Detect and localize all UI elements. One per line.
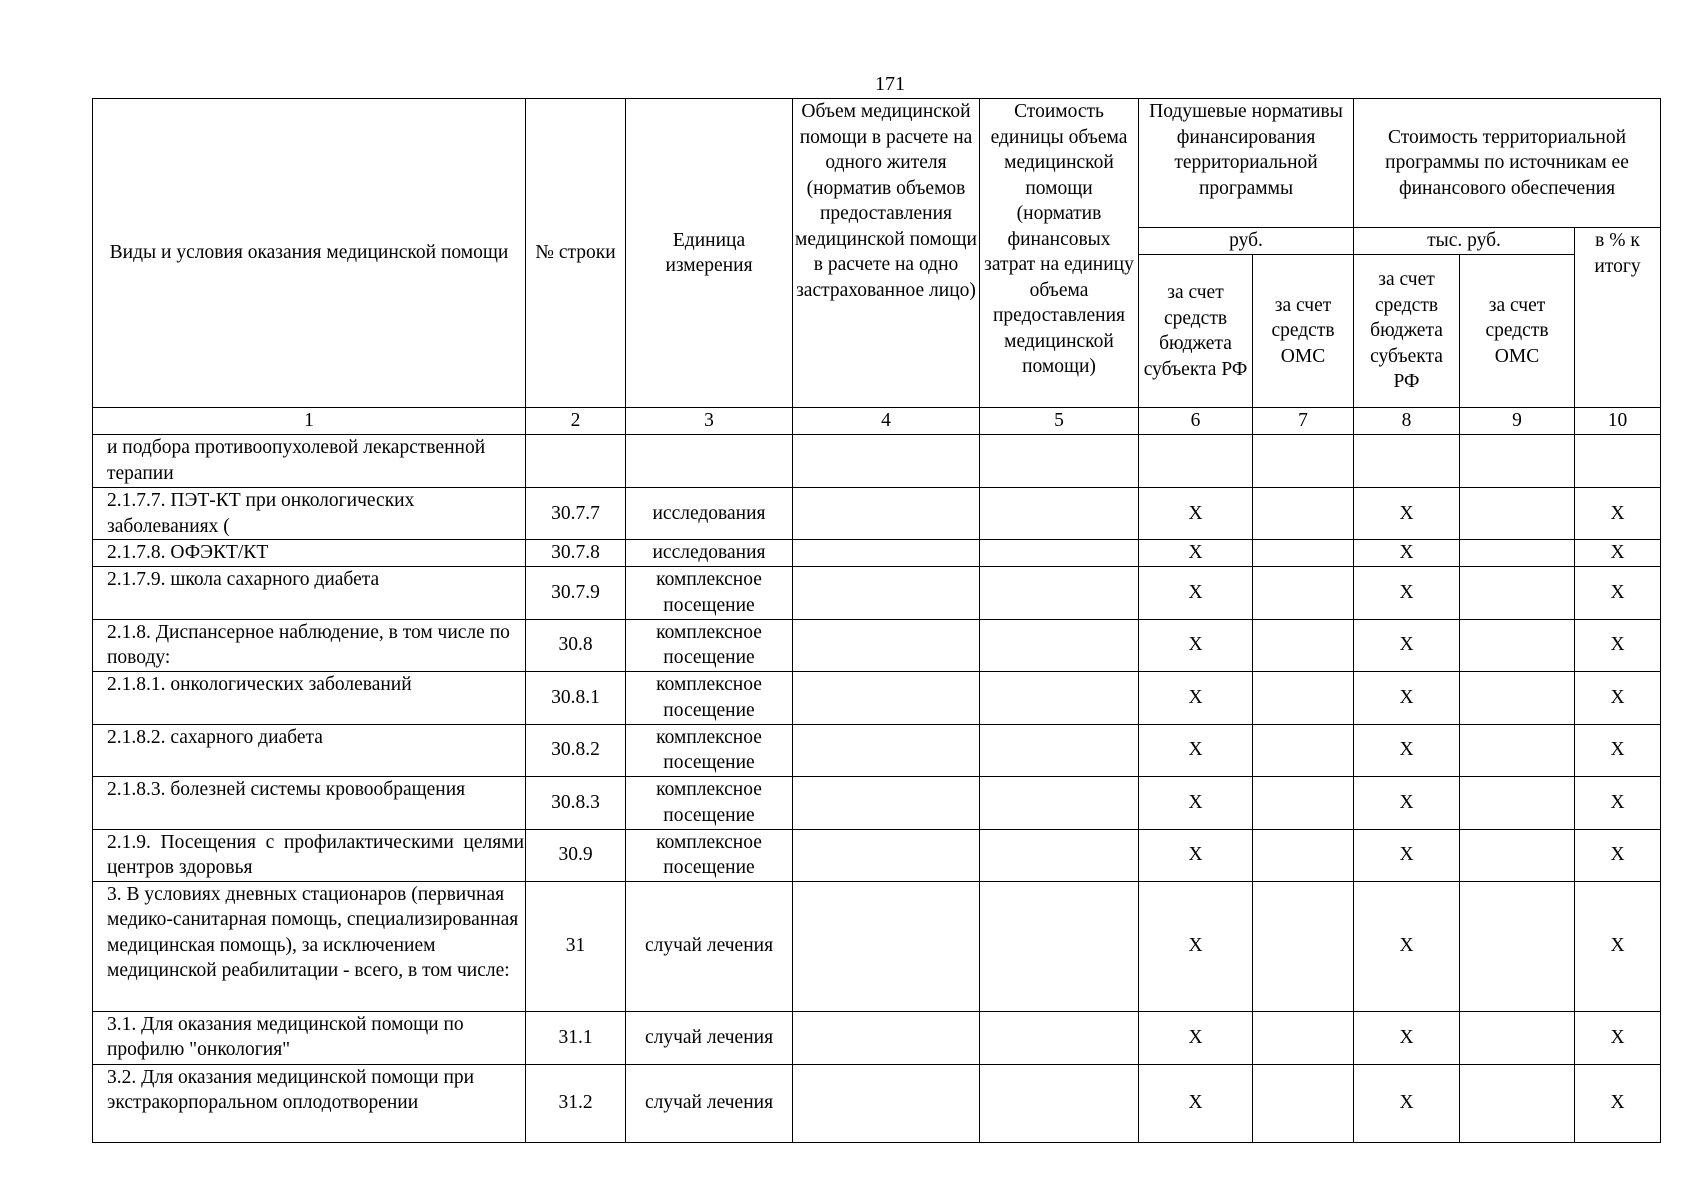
row-unit <box>626 435 793 488</box>
row-budget-rub: X <box>1139 829 1253 881</box>
page-number: 171 <box>875 73 905 95</box>
header-budget-rub: за счет средств бюджета субъекта РФ <box>1139 255 1253 408</box>
header-unit-rub: руб. <box>1139 228 1354 255</box>
row-service-name: 2.1.8. Диспансерное наблюдение, в том числе по поводу: <box>93 619 526 671</box>
row-oms-thous <box>1460 540 1575 567</box>
table-row <box>93 671 1661 724</box>
row-oms-rub <box>1253 724 1354 776</box>
row-oms-thous <box>1460 776 1575 829</box>
row-unit: комплексное посещение <box>626 671 793 724</box>
row-oms-rub <box>1253 488 1354 540</box>
column-number: 6 <box>1139 408 1253 435</box>
row-volume <box>793 881 980 1011</box>
row-percent-total: X <box>1575 566 1661 619</box>
row-oms-rub <box>1253 566 1354 619</box>
row-oms-thous <box>1460 566 1575 619</box>
row-unit: исследования <box>626 488 793 540</box>
table-row <box>93 619 1661 671</box>
row-unit: случай лечения <box>626 1064 793 1142</box>
column-number: 5 <box>980 408 1139 435</box>
row-percent-total: X <box>1575 829 1661 881</box>
row-service-name: 2.1.8.2. сахарного диабета <box>93 724 526 776</box>
row-oms-rub <box>1253 829 1354 881</box>
row-service-name: 2.1.8.1. онкологических заболеваний <box>93 671 526 724</box>
row-unit: комплексное посещение <box>626 724 793 776</box>
row-budget-thous: X <box>1354 881 1460 1011</box>
row-percent-total: X <box>1575 540 1661 567</box>
header-line-number: № строки <box>526 99 626 408</box>
row-budget-rub: X <box>1139 724 1253 776</box>
row-unit-cost <box>980 776 1139 829</box>
row-line-number: 30.7.8 <box>526 540 626 567</box>
table-row <box>93 566 1661 619</box>
row-volume <box>793 829 980 881</box>
row-volume <box>793 671 980 724</box>
row-budget-thous: X <box>1354 566 1460 619</box>
row-service-name: 3.1. Для оказания медицинской помощи по профилю "онкология" <box>93 1011 526 1064</box>
row-budget-thous: X <box>1354 776 1460 829</box>
row-oms-thous <box>1460 619 1575 671</box>
row-oms-thous <box>1460 1011 1575 1064</box>
row-oms-thous <box>1460 881 1575 1011</box>
row-budget-rub: X <box>1139 488 1253 540</box>
row-line-number: 30.8.1 <box>526 671 626 724</box>
row-unit-cost <box>980 724 1139 776</box>
table-row <box>93 829 1661 881</box>
row-oms-rub <box>1253 1064 1354 1142</box>
row-unit-cost <box>980 1011 1139 1064</box>
header-volume: Объем медицинской помощи в расчете на одного жителя (норматив объемов предоставления медицинской помощи в расчете на одно застрахованное лицо) <box>793 99 980 408</box>
row-percent-total: X <box>1575 1064 1661 1142</box>
row-budget-thous: X <box>1354 1064 1460 1142</box>
header-per-capita-normatives: Подушевые нормативы финансирования территориальной программы <box>1139 99 1354 228</box>
row-budget-rub: X <box>1139 540 1253 567</box>
row-percent-total: X <box>1575 724 1661 776</box>
row-line-number <box>526 435 626 488</box>
row-oms-rub <box>1253 776 1354 829</box>
row-percent-total: X <box>1575 1011 1661 1064</box>
financing-table <box>92 98 1661 1143</box>
row-oms-thous <box>1460 435 1575 488</box>
row-volume <box>793 776 980 829</box>
row-volume <box>793 1064 980 1142</box>
table-row <box>93 435 1661 488</box>
row-percent-total: X <box>1575 619 1661 671</box>
row-unit-cost <box>980 619 1139 671</box>
column-number: 7 <box>1253 408 1354 435</box>
row-percent-total <box>1575 435 1661 488</box>
row-budget-rub: X <box>1139 566 1253 619</box>
row-service-name: 2.1.7.9. школа сахарного диабета <box>93 566 526 619</box>
row-budget-rub: X <box>1139 671 1253 724</box>
row-budget-thous: X <box>1354 829 1460 881</box>
header-budget-thous: за счет средств бюджета субъекта РФ <box>1354 255 1460 408</box>
table-row <box>93 881 1661 1011</box>
row-oms-thous <box>1460 671 1575 724</box>
row-unit-cost <box>980 881 1139 1011</box>
header-percent-total: в % к итогу <box>1575 228 1661 408</box>
row-unit: случай лечения <box>626 1011 793 1064</box>
row-budget-thous: X <box>1354 671 1460 724</box>
row-percent-total: X <box>1575 776 1661 829</box>
column-number: 10 <box>1575 408 1661 435</box>
row-unit: комплексное посещение <box>626 829 793 881</box>
row-budget-rub <box>1139 435 1253 488</box>
row-budget-thous: X <box>1354 1011 1460 1064</box>
row-unit-cost <box>980 1064 1139 1142</box>
row-percent-total: X <box>1575 881 1661 1011</box>
row-volume <box>793 488 980 540</box>
row-service-name: 3.2. Для оказания медицинской помощи при экстракорпоральном оплодотворении <box>93 1064 526 1142</box>
header-oms-thous: за счет средств ОМС <box>1460 255 1575 408</box>
row-volume <box>793 1011 980 1064</box>
row-line-number: 31.1 <box>526 1011 626 1064</box>
row-service-name: 3. В условиях дневных стационаров (первичная медико-санитарная помощь, специализированная медицинская помощь), за исключением медицинской реабилитации - всего, в том числе: <box>93 881 526 1011</box>
row-line-number: 30.8.2 <box>526 724 626 776</box>
row-unit: комплексное посещение <box>626 566 793 619</box>
row-oms-rub <box>1253 671 1354 724</box>
row-line-number: 31 <box>526 881 626 1011</box>
row-percent-total: X <box>1575 671 1661 724</box>
row-unit: комплексное посещение <box>626 619 793 671</box>
row-oms-rub <box>1253 881 1354 1011</box>
row-service-name: 2.1.8.3. болезней системы кровообращения <box>93 776 526 829</box>
row-oms-rub <box>1253 540 1354 567</box>
row-unit-cost <box>980 829 1139 881</box>
row-oms-thous <box>1460 1064 1575 1142</box>
row-service-name: 2.1.7.8. ОФЭКТ/КТ <box>93 540 526 567</box>
row-service-name: и подбора противоопухолевой лекарственной терапии <box>93 435 526 488</box>
row-service-name: 2.1.7.7. ПЭТ-КТ при онкологических заболеваниях ( <box>93 488 526 540</box>
row-service-name: 2.1.9. Посещения с профилактическими целями центров здоровья <box>93 829 526 881</box>
row-volume <box>793 540 980 567</box>
header-unit-thous-rub: тыс. руб. <box>1354 228 1575 255</box>
row-line-number: 30.8 <box>526 619 626 671</box>
row-oms-thous <box>1460 724 1575 776</box>
row-budget-thous <box>1354 435 1460 488</box>
row-unit-cost <box>980 435 1139 488</box>
table-row <box>93 1011 1661 1064</box>
row-percent-total: X <box>1575 488 1661 540</box>
row-oms-thous <box>1460 829 1575 881</box>
header-oms-rub: за счет средств ОМС <box>1253 255 1354 408</box>
row-budget-thous: X <box>1354 619 1460 671</box>
row-oms-rub <box>1253 1011 1354 1064</box>
row-unit: комплексное посещение <box>626 776 793 829</box>
row-budget-rub: X <box>1139 776 1253 829</box>
row-unit: случай лечения <box>626 881 793 1011</box>
table-row <box>93 724 1661 776</box>
column-number: 4 <box>793 408 980 435</box>
row-budget-rub: X <box>1139 1064 1253 1142</box>
row-oms-rub <box>1253 435 1354 488</box>
header-unit-cost: Стоимость единицы объема медицинской помощи (норматив финансовых затрат на единицу объема предоставления медицинской помощи) <box>980 99 1139 408</box>
header-unit: Единица измерения <box>626 99 793 408</box>
row-line-number: 30.7.7 <box>526 488 626 540</box>
row-unit-cost <box>980 566 1139 619</box>
column-number: 8 <box>1354 408 1460 435</box>
row-line-number: 31.2 <box>526 1064 626 1142</box>
row-line-number: 30.9 <box>526 829 626 881</box>
column-number: 3 <box>626 408 793 435</box>
row-budget-rub: X <box>1139 1011 1253 1064</box>
table-row <box>93 488 1661 540</box>
column-number: 1 <box>93 408 526 435</box>
row-budget-thous: X <box>1354 540 1460 567</box>
table-row <box>93 1064 1661 1142</box>
row-volume <box>793 566 980 619</box>
column-number: 2 <box>526 408 626 435</box>
row-line-number: 30.8.3 <box>526 776 626 829</box>
row-budget-thous: X <box>1354 488 1460 540</box>
table-row <box>93 776 1661 829</box>
row-budget-rub: X <box>1139 881 1253 1011</box>
row-unit-cost <box>980 488 1139 540</box>
column-number-row <box>93 408 1661 435</box>
row-unit-cost <box>980 671 1139 724</box>
row-oms-rub <box>1253 619 1354 671</box>
row-volume <box>793 619 980 671</box>
header-program-cost: Стоимость территориальной программы по источникам ее финансового обеспечения <box>1354 99 1661 228</box>
row-line-number: 30.7.9 <box>526 566 626 619</box>
column-number: 9 <box>1460 408 1575 435</box>
row-unit: исследования <box>626 540 793 567</box>
row-budget-rub: X <box>1139 619 1253 671</box>
header-row-groups <box>93 99 1661 228</box>
row-oms-thous <box>1460 488 1575 540</box>
row-volume <box>793 724 980 776</box>
row-volume <box>793 435 980 488</box>
row-budget-thous: X <box>1354 724 1460 776</box>
row-unit-cost <box>980 540 1139 567</box>
table-row <box>93 540 1661 567</box>
header-services: Виды и условия оказания медицинской помощи <box>93 99 526 408</box>
